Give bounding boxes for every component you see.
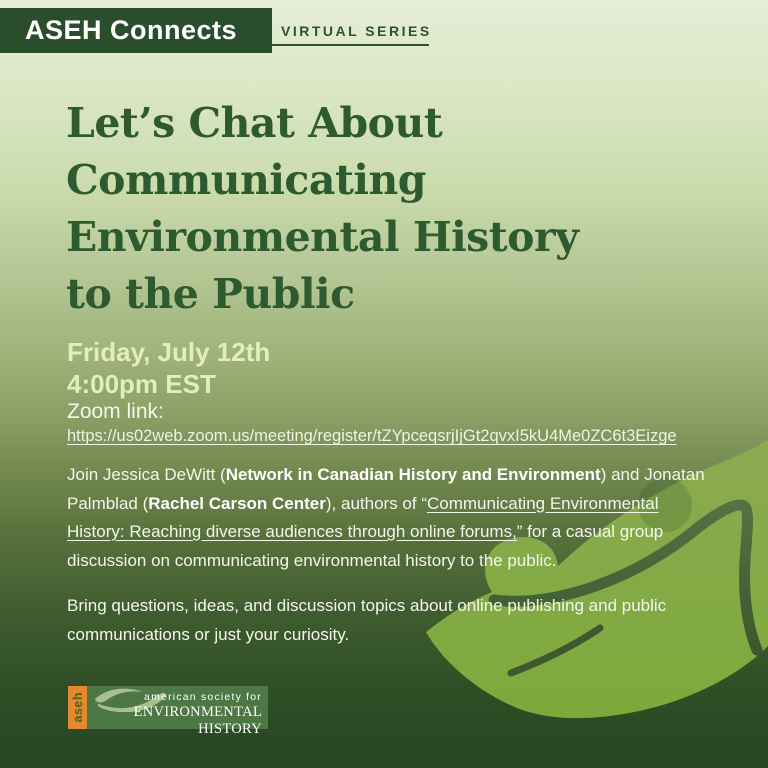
zoom-link-label: Zoom link: <box>67 400 164 423</box>
event-title <box>66 95 578 323</box>
org-niche: Network in Canadian History and Environment <box>225 465 601 484</box>
title-line-1: Let’s Chat About <box>66 99 443 147</box>
event-date: Friday, July 12th <box>67 337 271 367</box>
aseh-logo <box>68 686 268 737</box>
title-line-2: Communicating <box>66 156 426 204</box>
aseh-logo-plate <box>87 686 268 737</box>
title-line-4: to the Public <box>66 270 355 318</box>
description-mid1: ) and Jonatan Palmblad ( <box>67 465 705 513</box>
event-datetime <box>67 336 270 400</box>
aseh-acronym: aseh <box>70 692 85 723</box>
description-paragraph <box>67 461 719 575</box>
description-intro: Join Jessica DeWitt ( <box>67 465 226 484</box>
description-outro: ” for a casual group discussion on communicating environmental history to the public. <box>67 522 664 570</box>
article-title-link[interactable]: Communicating Environmental History: Reaching diverse audiences through online forums, <box>67 493 659 541</box>
title-line-3: Environmental History <box>66 213 579 261</box>
aseh-logo-line2: ENVIRONMENTAL HISTORY <box>133 704 262 737</box>
aseh-logo-orange-bar <box>68 686 87 729</box>
invitation-paragraph: Bring questions, ideas, and discussion topics about online publishing and public communications or just your curiosity. <box>67 596 667 644</box>
series-underline-rule <box>272 44 429 46</box>
zoom-registration-link[interactable]: https://us02web.zoom.us/meeting/register/tZYpceqsrjIjGt2qvxI5kU4Me0ZC6t3Eizge <box>67 427 677 445</box>
aseh-connects-badge <box>0 8 272 53</box>
description-mid2: ), authors of “ <box>325 493 427 513</box>
virtual-series-label: VIRTUAL SERIES <box>281 23 432 39</box>
aseh-logo-line1: american society for <box>144 691 262 703</box>
badge-label: ASEH Connects <box>25 15 238 45</box>
event-time: 4:00pm EST <box>67 369 216 399</box>
aseh-logo-text <box>87 691 262 738</box>
org-rcc: Rachel Carson Center <box>148 493 326 513</box>
